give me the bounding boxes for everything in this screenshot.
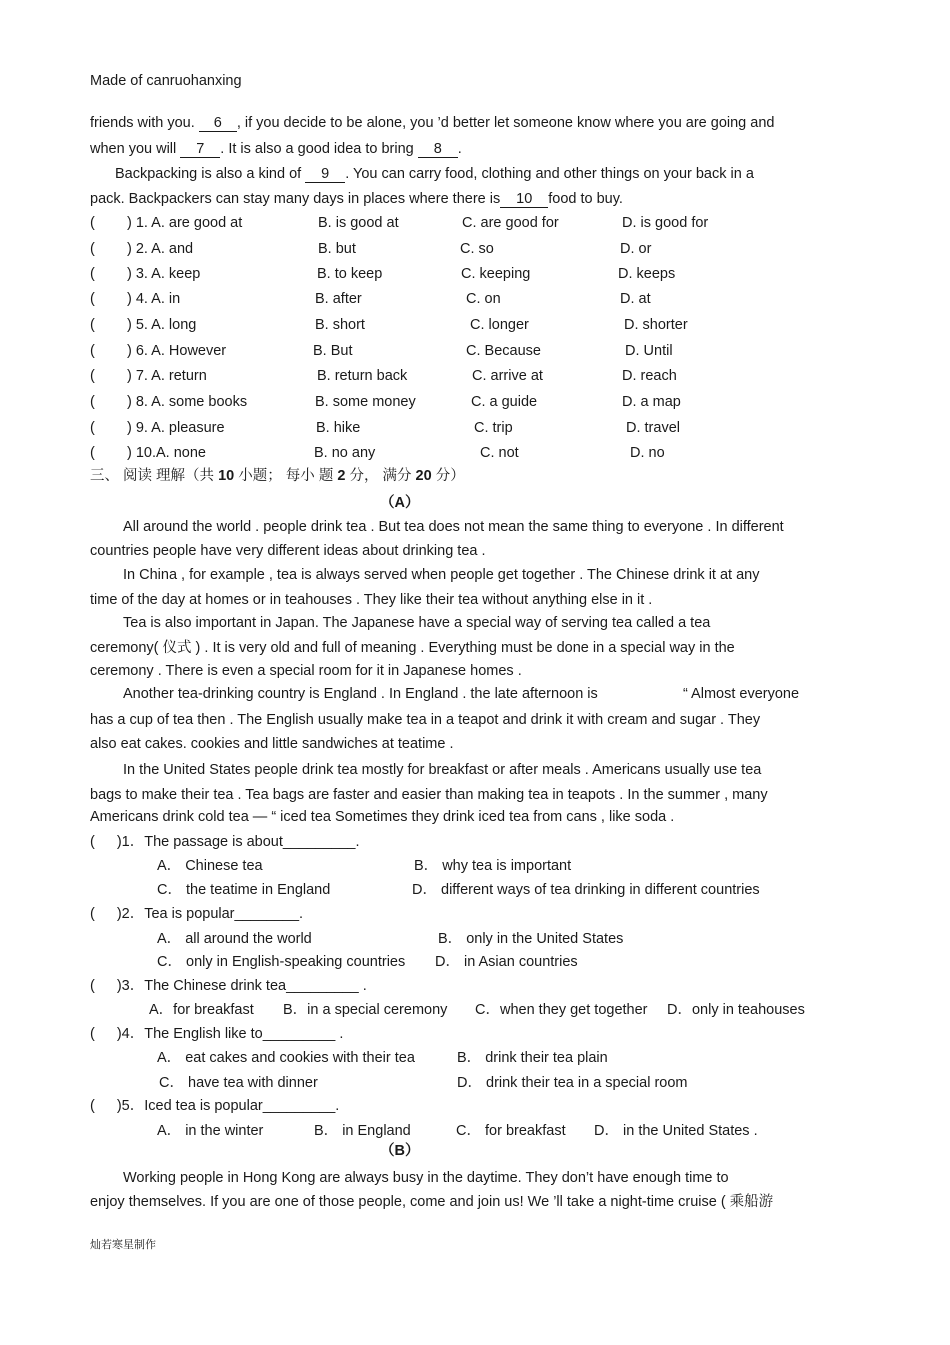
answer-paren: ( xyxy=(90,368,95,384)
mc-option-b: B. return back xyxy=(317,368,408,384)
blank-6: 6 xyxy=(199,116,237,132)
mc-option-a: ) 2. A. and xyxy=(127,241,194,257)
heading-text: 小题； 每小 题 xyxy=(234,468,338,484)
heading-num: 10 xyxy=(218,468,235,484)
blank-8: 8 xyxy=(418,142,458,158)
passage-a-line: bags to make their tea . Tea bags are faster and easier than making tea in teapots . In the summer , many xyxy=(90,787,768,803)
passage-a-line: “ Almost everyone xyxy=(683,686,800,702)
answer-paren: ( xyxy=(90,215,95,231)
mc-option-b: B. hike xyxy=(316,420,361,436)
question-text: )1．The passage is about_________. xyxy=(116,834,360,850)
option: C． only in English-speaking countries xyxy=(157,954,406,970)
answer-paren: ( xyxy=(90,978,95,994)
mc-option-a: ) 4. A. in xyxy=(127,291,181,307)
passage-a-line: ceremony( 仪式 ) . It is very old and full of meaning . Everything must be done in a special way in the xyxy=(90,640,735,656)
option: D． in Asian countries xyxy=(435,954,578,970)
mc-option-c: C. are good for xyxy=(462,215,559,231)
mc-option-a: ) 8. A. some books xyxy=(127,394,248,410)
heading-text: 三、 阅读 理解（共 xyxy=(90,468,219,484)
answer-paren: ( xyxy=(90,445,95,461)
cloze-text: . You can carry food, clothing and other things on your back in a xyxy=(345,166,754,182)
option: A． in the winter xyxy=(157,1123,264,1139)
heading-text: 分， 满分 xyxy=(345,468,416,484)
mc-option-b: B. short xyxy=(315,317,365,333)
option: B． why tea is important xyxy=(414,858,572,874)
question-text: )5．Iced tea is popular_________. xyxy=(116,1098,340,1114)
heading-text: 分） xyxy=(431,468,465,484)
passage-b-title: （B） xyxy=(380,1143,420,1159)
option: D． drink their tea in a special room xyxy=(457,1075,688,1091)
cloze-line-2 xyxy=(90,140,462,158)
mc-option-b: B. after xyxy=(315,291,362,307)
cloze-text: food to buy. xyxy=(548,191,623,207)
question-text: )2．Tea is popular________. xyxy=(116,906,304,922)
option: B．in a special ceremony xyxy=(283,1002,448,1018)
option: D． in the United States . xyxy=(594,1123,758,1139)
heading-num: 2 xyxy=(337,468,346,484)
heading-num: 20 xyxy=(415,468,432,484)
answer-paren: ( xyxy=(90,394,95,410)
cloze-line-3 xyxy=(115,165,754,183)
question-stem xyxy=(90,1025,343,1043)
passage-a-line: Another tea-drinking country is England . In England . the late afternoon is xyxy=(123,686,598,702)
passage-a-line: time of the day at homes or in teahouses . They like their tea without anything else in it . xyxy=(90,592,653,608)
passage-a-line: In China , for example , tea is always served when people get together . The Chinese drink it at any xyxy=(123,567,760,583)
answer-paren: ( xyxy=(90,834,95,850)
blank-10: 10 xyxy=(500,192,548,208)
mc-option-b: B. But xyxy=(313,343,353,359)
mc-option-b: B. but xyxy=(318,241,356,257)
mc-option-a: ) 10.A. none xyxy=(127,445,206,461)
question-stem xyxy=(90,905,303,923)
passage-a-line: Tea is also important in Japan. The Japanese have a special way of serving tea called a tea xyxy=(123,615,711,631)
mc-option-c: C. longer xyxy=(470,317,529,333)
mc-option-c: C. on xyxy=(466,291,501,307)
question-stem xyxy=(90,1097,339,1115)
option: A．for breakfast xyxy=(149,1002,254,1018)
mc-option-b: B. some money xyxy=(315,394,416,410)
mc-option-a: ) 9. A. pleasure xyxy=(127,420,225,436)
option: A． eat cakes and cookies with their tea xyxy=(157,1050,415,1066)
answer-paren: ( xyxy=(90,343,95,359)
option: C． have tea with dinner xyxy=(159,1075,318,1091)
passage-a-title: （A） xyxy=(380,495,420,511)
option: B． only in the United States xyxy=(438,931,624,947)
mc-option-d: D. or xyxy=(620,241,652,257)
passage-a-line: Americans drink cold tea — “ iced tea Sometimes they drink iced tea from cans , like soda . xyxy=(90,809,675,825)
mc-option-a: ) 3. A. keep xyxy=(127,266,201,282)
page-footer: 灿若寒星制作 xyxy=(90,1239,156,1251)
mc-option-c: C. a guide xyxy=(471,394,538,410)
passage-a-line: ceremony . There is even a special room for it in Japanese homes . xyxy=(90,663,522,679)
mc-option-c: C. so xyxy=(460,241,494,257)
mc-option-b: B. no any xyxy=(314,445,376,461)
answer-paren: ( xyxy=(90,420,95,436)
option: A． Chinese tea xyxy=(157,858,263,874)
blank-9: 9 xyxy=(305,167,345,183)
question-text: )4．The English like to_________ . xyxy=(116,1026,344,1042)
mc-option-a: ) 6. A. However xyxy=(127,343,227,359)
cloze-text: , if you decide to be alone, you ’d better let someone know where you are going and xyxy=(236,115,775,131)
mc-option-d: D. no xyxy=(630,445,665,461)
option: D．only in teahouses xyxy=(667,1002,805,1018)
answer-paren: ( xyxy=(90,266,95,282)
mc-option-d: D. a map xyxy=(622,394,681,410)
mc-option-a: ) 5. A. long xyxy=(127,317,197,333)
section-3-heading xyxy=(90,467,465,485)
passage-b-line: Working people in Hong Kong are always busy in the daytime. They don’t have enough time to xyxy=(123,1170,729,1186)
mc-option-b: B. to keep xyxy=(317,266,383,282)
option: C． for breakfast xyxy=(456,1123,566,1139)
mc-option-d: D. keeps xyxy=(618,266,676,282)
answer-paren: ( xyxy=(90,291,95,307)
cloze-line-1 xyxy=(90,114,774,132)
question-stem xyxy=(90,977,367,995)
passage-b-line: enjoy themselves. If you are one of those people, come and join us! We ’ll take a night-time cruise ( 乘船游 xyxy=(90,1194,774,1210)
cloze-line-4 xyxy=(90,190,623,208)
mc-option-c: C. trip xyxy=(474,420,513,436)
mc-option-c: C. not xyxy=(480,445,519,461)
answer-paren: ( xyxy=(90,1098,95,1114)
mc-option-a: ) 7. A. return xyxy=(127,368,207,384)
mc-option-c: C. keeping xyxy=(461,266,531,282)
mc-option-d: D. Until xyxy=(625,343,673,359)
answer-paren: ( xyxy=(90,317,95,333)
option: C．when they get together xyxy=(475,1002,648,1018)
passage-a-line: In the United States people drink tea mostly for breakfast or after meals . Americans usually use tea xyxy=(123,762,762,778)
mc-option-a: ) 1. A. are good at xyxy=(127,215,243,231)
mc-option-c: C. Because xyxy=(466,343,541,359)
answer-paren: ( xyxy=(90,1026,95,1042)
passage-a-line: has a cup of tea then . The English usually make tea in a teapot and drink it with cream and sugar . They xyxy=(90,712,761,728)
cloze-text: when you will xyxy=(90,141,181,157)
answer-paren: ( xyxy=(90,906,95,922)
cloze-text: friends with you. xyxy=(90,115,199,131)
answer-paren: ( xyxy=(90,241,95,257)
mc-option-d: D. reach xyxy=(622,368,677,384)
mc-option-b: B. is good at xyxy=(318,215,399,231)
blank-7: 7 xyxy=(180,142,220,158)
mc-option-d: D. travel xyxy=(626,420,680,436)
mc-option-d: D. at xyxy=(620,291,651,307)
cloze-text: . It is also a good idea to bring xyxy=(220,141,418,157)
option: B． drink their tea plain xyxy=(457,1050,608,1066)
cloze-text: . xyxy=(457,141,462,157)
cloze-text: pack. Backpackers can stay many days in places where there is xyxy=(90,191,501,207)
option: A． all around the world xyxy=(157,931,312,947)
mc-option-d: D. shorter xyxy=(624,317,688,333)
mc-option-d: D. is good for xyxy=(622,215,709,231)
option: D． different ways of tea drinking in different countries xyxy=(412,882,760,898)
passage-a-line: also eat cakes. cookies and little sandwiches at teatime . xyxy=(90,736,454,752)
passage-a-line: All around the world . people drink tea . But tea does not mean the same thing to everyone . In different xyxy=(123,519,784,535)
cloze-text: Backpacking is also a kind of xyxy=(115,166,306,182)
passage-a-line: countries people have very different ideas about drinking tea . xyxy=(90,543,486,559)
option: C． the teatime in England xyxy=(157,882,331,898)
mc-option-c: C. arrive at xyxy=(472,368,543,384)
page-header: Made of canruohanxing xyxy=(90,73,242,89)
option: B． in England xyxy=(314,1123,411,1139)
question-stem xyxy=(90,833,360,851)
question-text: )3．The Chinese drink tea_________ . xyxy=(116,978,367,994)
